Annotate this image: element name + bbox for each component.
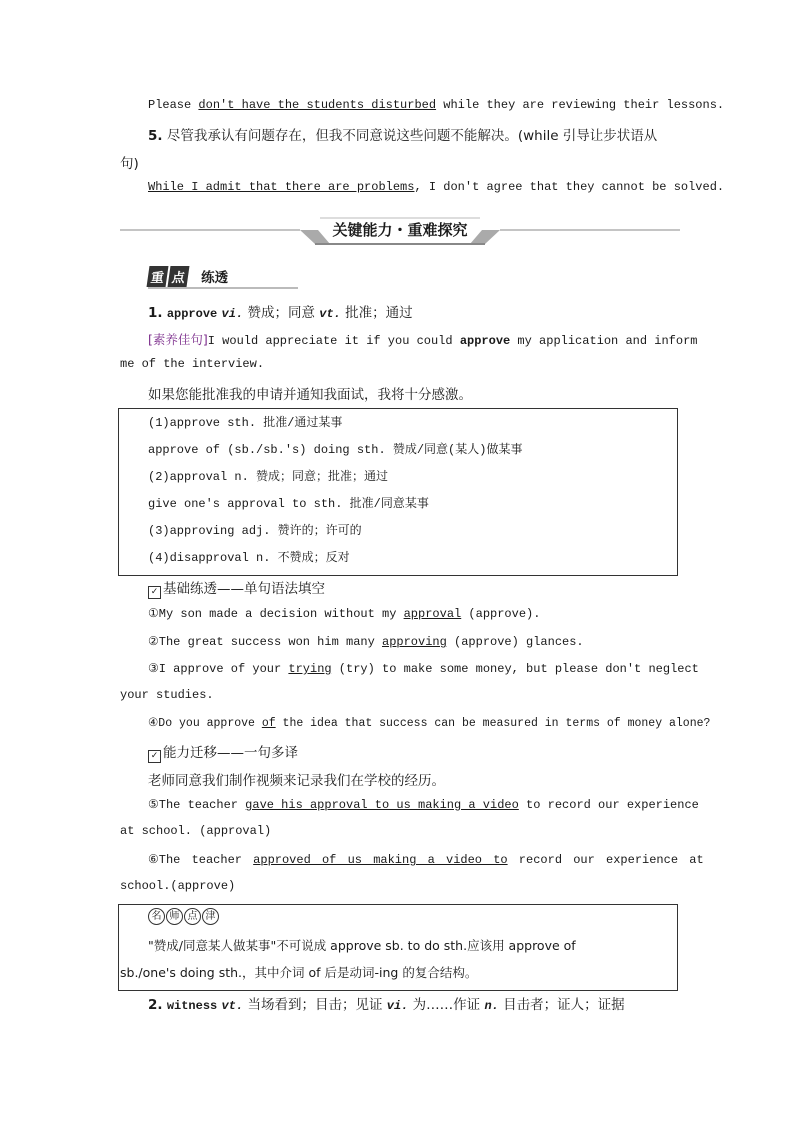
meaning: 赞成；同意 xyxy=(247,305,315,321)
item-number: 2. xyxy=(148,997,163,1013)
section-title: 关键能力・重难探究 xyxy=(332,221,468,239)
practice-heading xyxy=(148,577,704,599)
practice-text: ②The great success won him many xyxy=(148,635,382,649)
sentence-text: I would appreciate it if you could xyxy=(207,334,460,348)
teacher-note-line xyxy=(120,963,676,981)
practice-text: the idea that success can be measured in terms of money alone? xyxy=(275,717,711,730)
practice-answer: of xyxy=(261,717,276,730)
headword: approve xyxy=(166,307,218,321)
transfer-text: 老师同意我们制作视频来记录我们在学校的经历。 xyxy=(148,773,445,789)
question-5-cont xyxy=(120,152,676,172)
note-text: "赞成/同意某人做某事"不可说成 approve sb. to do sth.应该用 approve of xyxy=(148,938,576,953)
meaning: 为……作证 xyxy=(412,997,481,1013)
sentence-translation xyxy=(148,383,704,403)
answer-text: While I admit that there are problems xyxy=(148,180,415,194)
usage-line: (3)approving adj. 赞许的；许可的 xyxy=(148,524,362,538)
practice-subtitle: ——单句语法填空 xyxy=(217,581,325,597)
quality-sentence-cont xyxy=(120,357,676,371)
teacher-note-line xyxy=(148,936,704,954)
note-title-char: 师 xyxy=(166,908,183,925)
transfer-text: ⑤The teacher xyxy=(148,798,246,812)
transfer-item-6 xyxy=(148,852,704,867)
example-answer: don't have the students disturbed xyxy=(198,98,437,112)
note-text: sb./one's doing sth.，其中介词 of 后是动词-ing 的复合结构。 xyxy=(120,965,478,980)
practice-item-2 xyxy=(148,634,704,649)
practice-text: your studies. xyxy=(120,688,214,702)
practice-label: 基础练透 xyxy=(163,581,217,597)
practice-text: (approve) glances. xyxy=(446,635,584,649)
meaning: 当场看到；目击；见证 xyxy=(247,997,383,1013)
headword: witness xyxy=(166,999,218,1013)
sentence-keyword: approve xyxy=(459,334,511,348)
transfer-answer: approved of us making a video to xyxy=(253,853,508,867)
practice-item-4 xyxy=(148,715,711,730)
sentence-tag: [素养佳句] xyxy=(148,332,208,347)
item-2-heading xyxy=(148,993,704,1013)
badge-char: 点 xyxy=(168,266,190,287)
practice-text: ③I approve of your xyxy=(148,662,289,676)
question-5-answer xyxy=(148,180,725,194)
usage-line: (1)approve sth. 批准/通过某事 xyxy=(148,416,343,430)
part-of-speech: vi. xyxy=(386,999,409,1013)
part-of-speech: vi. xyxy=(221,307,244,321)
item-1-heading xyxy=(148,301,704,321)
quality-sentence xyxy=(148,330,704,348)
transfer-text: school.(approve) xyxy=(120,879,236,893)
question-5 xyxy=(148,124,704,144)
transfer-item-5-cont xyxy=(120,824,676,838)
item-number: 1. xyxy=(148,305,163,321)
teacher-note-title xyxy=(148,908,704,925)
practice-text: ④Do you approve xyxy=(148,717,262,730)
practice-answer: trying xyxy=(288,662,332,676)
key-point-badge xyxy=(148,266,228,287)
translation-text: 如果您能批准我的申请并通知我面试，我将十分感激。 xyxy=(148,387,472,403)
practice-answer: approval xyxy=(403,607,462,621)
practice-text: (approve). xyxy=(461,607,541,621)
practice-text: ①My son made a decision without my xyxy=(148,607,404,621)
meaning: 目击者；证人；证据 xyxy=(503,997,625,1013)
transfer-text: ⑥The teacher xyxy=(148,853,254,867)
part-of-speech: n. xyxy=(484,999,499,1013)
transfer-text: record our experience at xyxy=(507,853,704,867)
transfer-heading xyxy=(148,741,704,763)
note-title-char: 点 xyxy=(184,908,201,925)
example-sentence xyxy=(148,98,725,112)
usage-line: (2)approval n. 赞成；同意；批准；通过 xyxy=(148,470,389,484)
meaning: 批准；通过 xyxy=(345,305,413,321)
note-title-char: 名 xyxy=(148,908,165,925)
usage-line: approve of (sb./sb.'s) doing sth. 赞成/同意(某人)做某事 xyxy=(148,443,523,457)
answer-text: , I don't agree that they cannot be solved. xyxy=(414,180,725,194)
example-text: Please xyxy=(148,98,199,112)
note-title-char: 津 xyxy=(202,908,219,925)
checkbox-icon: ✓ xyxy=(148,586,161,599)
badge-char: 重 xyxy=(147,266,169,287)
transfer-item-5 xyxy=(148,797,704,812)
transfer-answer: gave his approval to us making a video xyxy=(245,798,519,812)
transfer-label: 能力迁移 xyxy=(163,745,217,761)
badge-underline xyxy=(148,286,298,290)
part-of-speech: vt. xyxy=(221,999,244,1013)
example-text: while they are reviewing their lessons. xyxy=(436,98,725,112)
section-header xyxy=(120,214,680,246)
checkbox-icon: ✓ xyxy=(148,750,161,763)
question-text: 尽管我承认有问题存在，但我不同意说这些问题不能解决。(while 引导让步状语从 xyxy=(166,128,658,144)
transfer-chinese xyxy=(148,769,704,789)
question-number: 5. xyxy=(148,128,163,144)
badge-label: 练透 xyxy=(201,270,229,286)
transfer-item-6-cont xyxy=(120,879,676,893)
practice-item-3-cont xyxy=(120,688,676,702)
usage-line: give one's approval to sth. 批准/同意某事 xyxy=(148,497,429,511)
transfer-subtitle: ——一句多译 xyxy=(217,745,298,761)
sentence-text: my application and inform xyxy=(510,334,698,348)
usage-line: (4)disapproval n. 不赞成；反对 xyxy=(148,551,350,565)
practice-answer: approving xyxy=(382,635,447,649)
practice-item-1 xyxy=(148,606,704,621)
transfer-text: at school. (approval) xyxy=(120,824,272,838)
practice-text: (try) to make some money, but please don't neglect xyxy=(331,662,699,676)
part-of-speech: vt. xyxy=(319,307,341,321)
transfer-text: to record our experience xyxy=(518,798,699,812)
question-text: 句) xyxy=(120,156,139,172)
sentence-text: me of the interview. xyxy=(120,357,265,371)
practice-item-3 xyxy=(148,661,704,676)
